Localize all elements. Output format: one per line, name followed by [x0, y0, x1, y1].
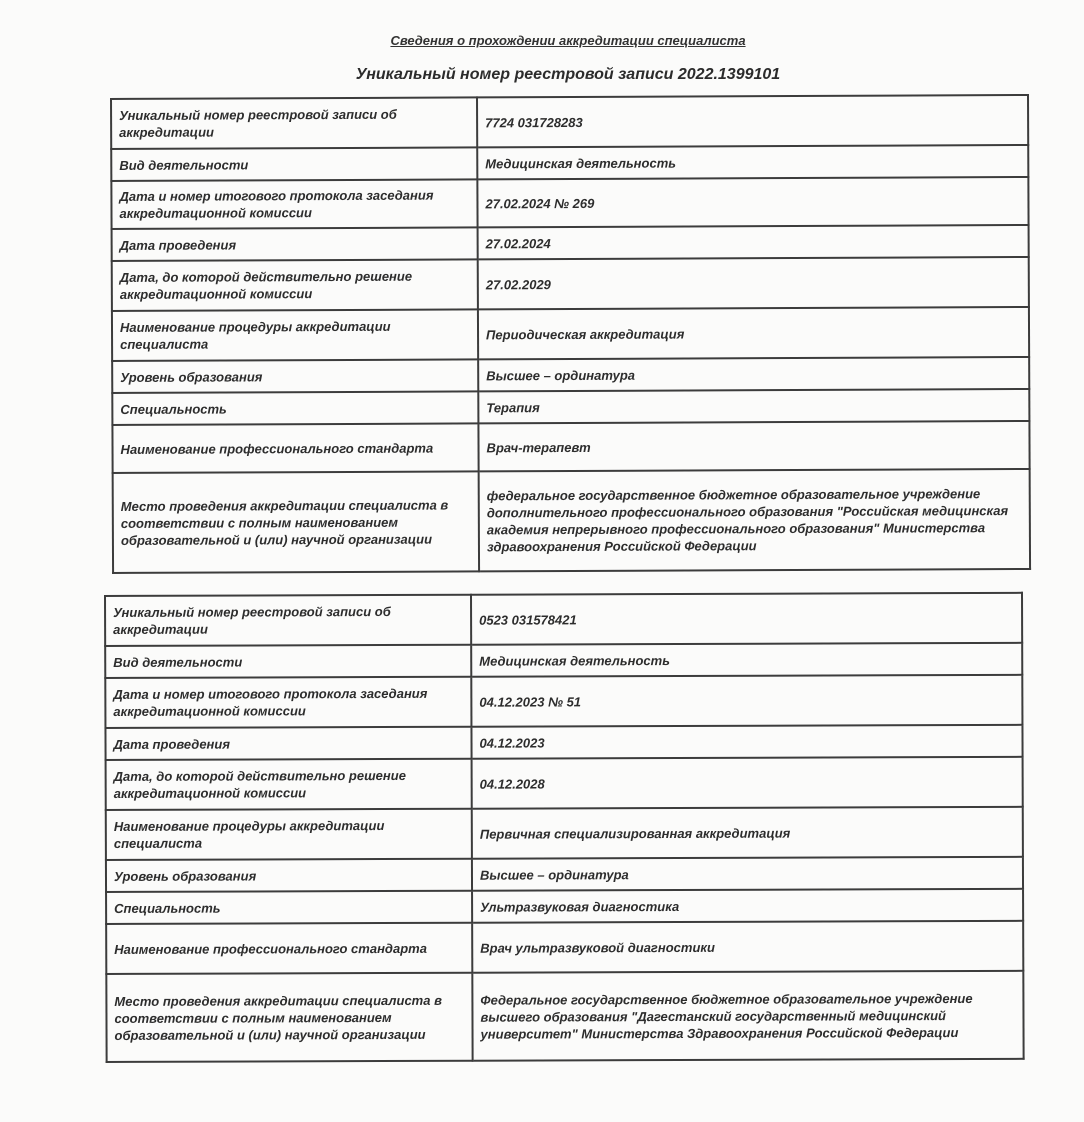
table-row — [112, 257, 1029, 311]
row-value: 04.12.2023 № 51 — [471, 675, 1022, 727]
document-heading: Сведения о прохождении аккредитации специалиста — [390, 33, 746, 48]
accreditation-record-table-2 — [104, 592, 1025, 1063]
table-row — [112, 389, 1029, 425]
table-row — [105, 725, 1022, 760]
row-value: 27.02.2024 № 269 — [477, 177, 1028, 227]
table-row — [105, 643, 1022, 678]
row-label: Наименование процедуры аккредитации специалиста — [112, 309, 478, 361]
row-value: 0523 031578421 — [471, 593, 1022, 645]
row-label: Специальность — [106, 891, 472, 924]
row-label: Вид деятельности — [111, 147, 477, 181]
row-value: 27.02.2024 — [478, 225, 1029, 259]
row-label: Вид деятельности — [105, 645, 471, 678]
row-label: Дата и номер итогового протокола заседания аккредитационной комиссии — [105, 677, 471, 728]
row-label: Специальность — [112, 391, 478, 425]
row-value: Высшее – ординатура — [478, 357, 1029, 391]
row-value: Врач-терапевт — [478, 421, 1029, 471]
table-row — [106, 757, 1023, 810]
row-value: 7724 031728283 — [477, 95, 1028, 147]
table-row — [106, 971, 1023, 1062]
row-value: Терапия — [478, 389, 1029, 423]
row-label: Уровень образования — [106, 859, 472, 892]
row-value: 04.12.2023 — [471, 725, 1022, 759]
table-row — [111, 95, 1028, 149]
row-value: Врач ультразвуковой диагностики — [472, 921, 1023, 973]
row-value: Федеральное государственное бюджетное образовательное учреждение высшего образования "Дагестанский государственный медицинский университет" Министерства Здравоохранения Российской Федерации — [472, 971, 1023, 1061]
row-value: Медицинская деятельность — [471, 643, 1022, 677]
row-label: Наименование процедуры аккредитации специалиста — [106, 809, 472, 860]
row-value: федеральное государственное бюджетное образовательное учреждение дополнительного профессионального образования "Российская медицинская академия непрерывного профессионального образования" Министерства здравоохранения Российской Федерации — [479, 469, 1030, 571]
row-value: 27.02.2029 — [478, 257, 1029, 309]
row-label: Место проведения аккредитации специалиста в соответствии с полным наименованием образовательной и (или) научной организации — [106, 973, 472, 1062]
row-value: Медицинская деятельность — [477, 145, 1028, 179]
row-value: 04.12.2028 — [472, 757, 1023, 809]
table-row — [105, 593, 1022, 646]
table-row — [106, 807, 1023, 860]
registry-number-title: Уникальный номер реестровой записи 2022.1399101 — [355, 66, 781, 83]
row-label: Наименование профессионального стандарта — [112, 423, 478, 473]
row-label: Дата и номер итогового протокола заседания аккредитационной комиссии — [111, 179, 477, 229]
table-row — [106, 921, 1023, 974]
row-label: Дата проведения — [105, 727, 471, 760]
accreditation-record-table-1 — [110, 94, 1031, 574]
row-label: Уровень образования — [112, 359, 478, 393]
row-label: Дата, до которой действительно решение аккредитационной комиссии — [112, 259, 478, 311]
table-row — [112, 225, 1029, 261]
row-label: Дата, до которой действительно решение аккредитационной комиссии — [106, 759, 472, 810]
table-row — [106, 889, 1023, 924]
row-value: Первичная специализированная аккредитация — [472, 807, 1023, 859]
table-row — [106, 857, 1023, 892]
row-value: Высшее – ординатура — [472, 857, 1023, 891]
table-row — [112, 357, 1029, 393]
row-label: Дата проведения — [112, 227, 478, 261]
row-label: Уникальный номер реестровой записи об аккредитации — [111, 97, 477, 149]
row-value: Периодическая аккредитация — [478, 307, 1029, 359]
row-value: Ультразвуковая диагностика — [472, 889, 1023, 923]
row-label: Уникальный номер реестровой записи об аккредитации — [105, 595, 471, 646]
table-row — [111, 145, 1028, 181]
table-row — [111, 177, 1028, 229]
row-label: Наименование профессионального стандарта — [106, 923, 472, 974]
table-row — [112, 421, 1029, 473]
row-label: Место проведения аккредитации специалиста в соответствии с полным наименованием образовательной и (или) научной организации — [113, 471, 479, 573]
table-row — [113, 469, 1030, 573]
table-row — [105, 675, 1022, 728]
table-row — [112, 307, 1029, 361]
